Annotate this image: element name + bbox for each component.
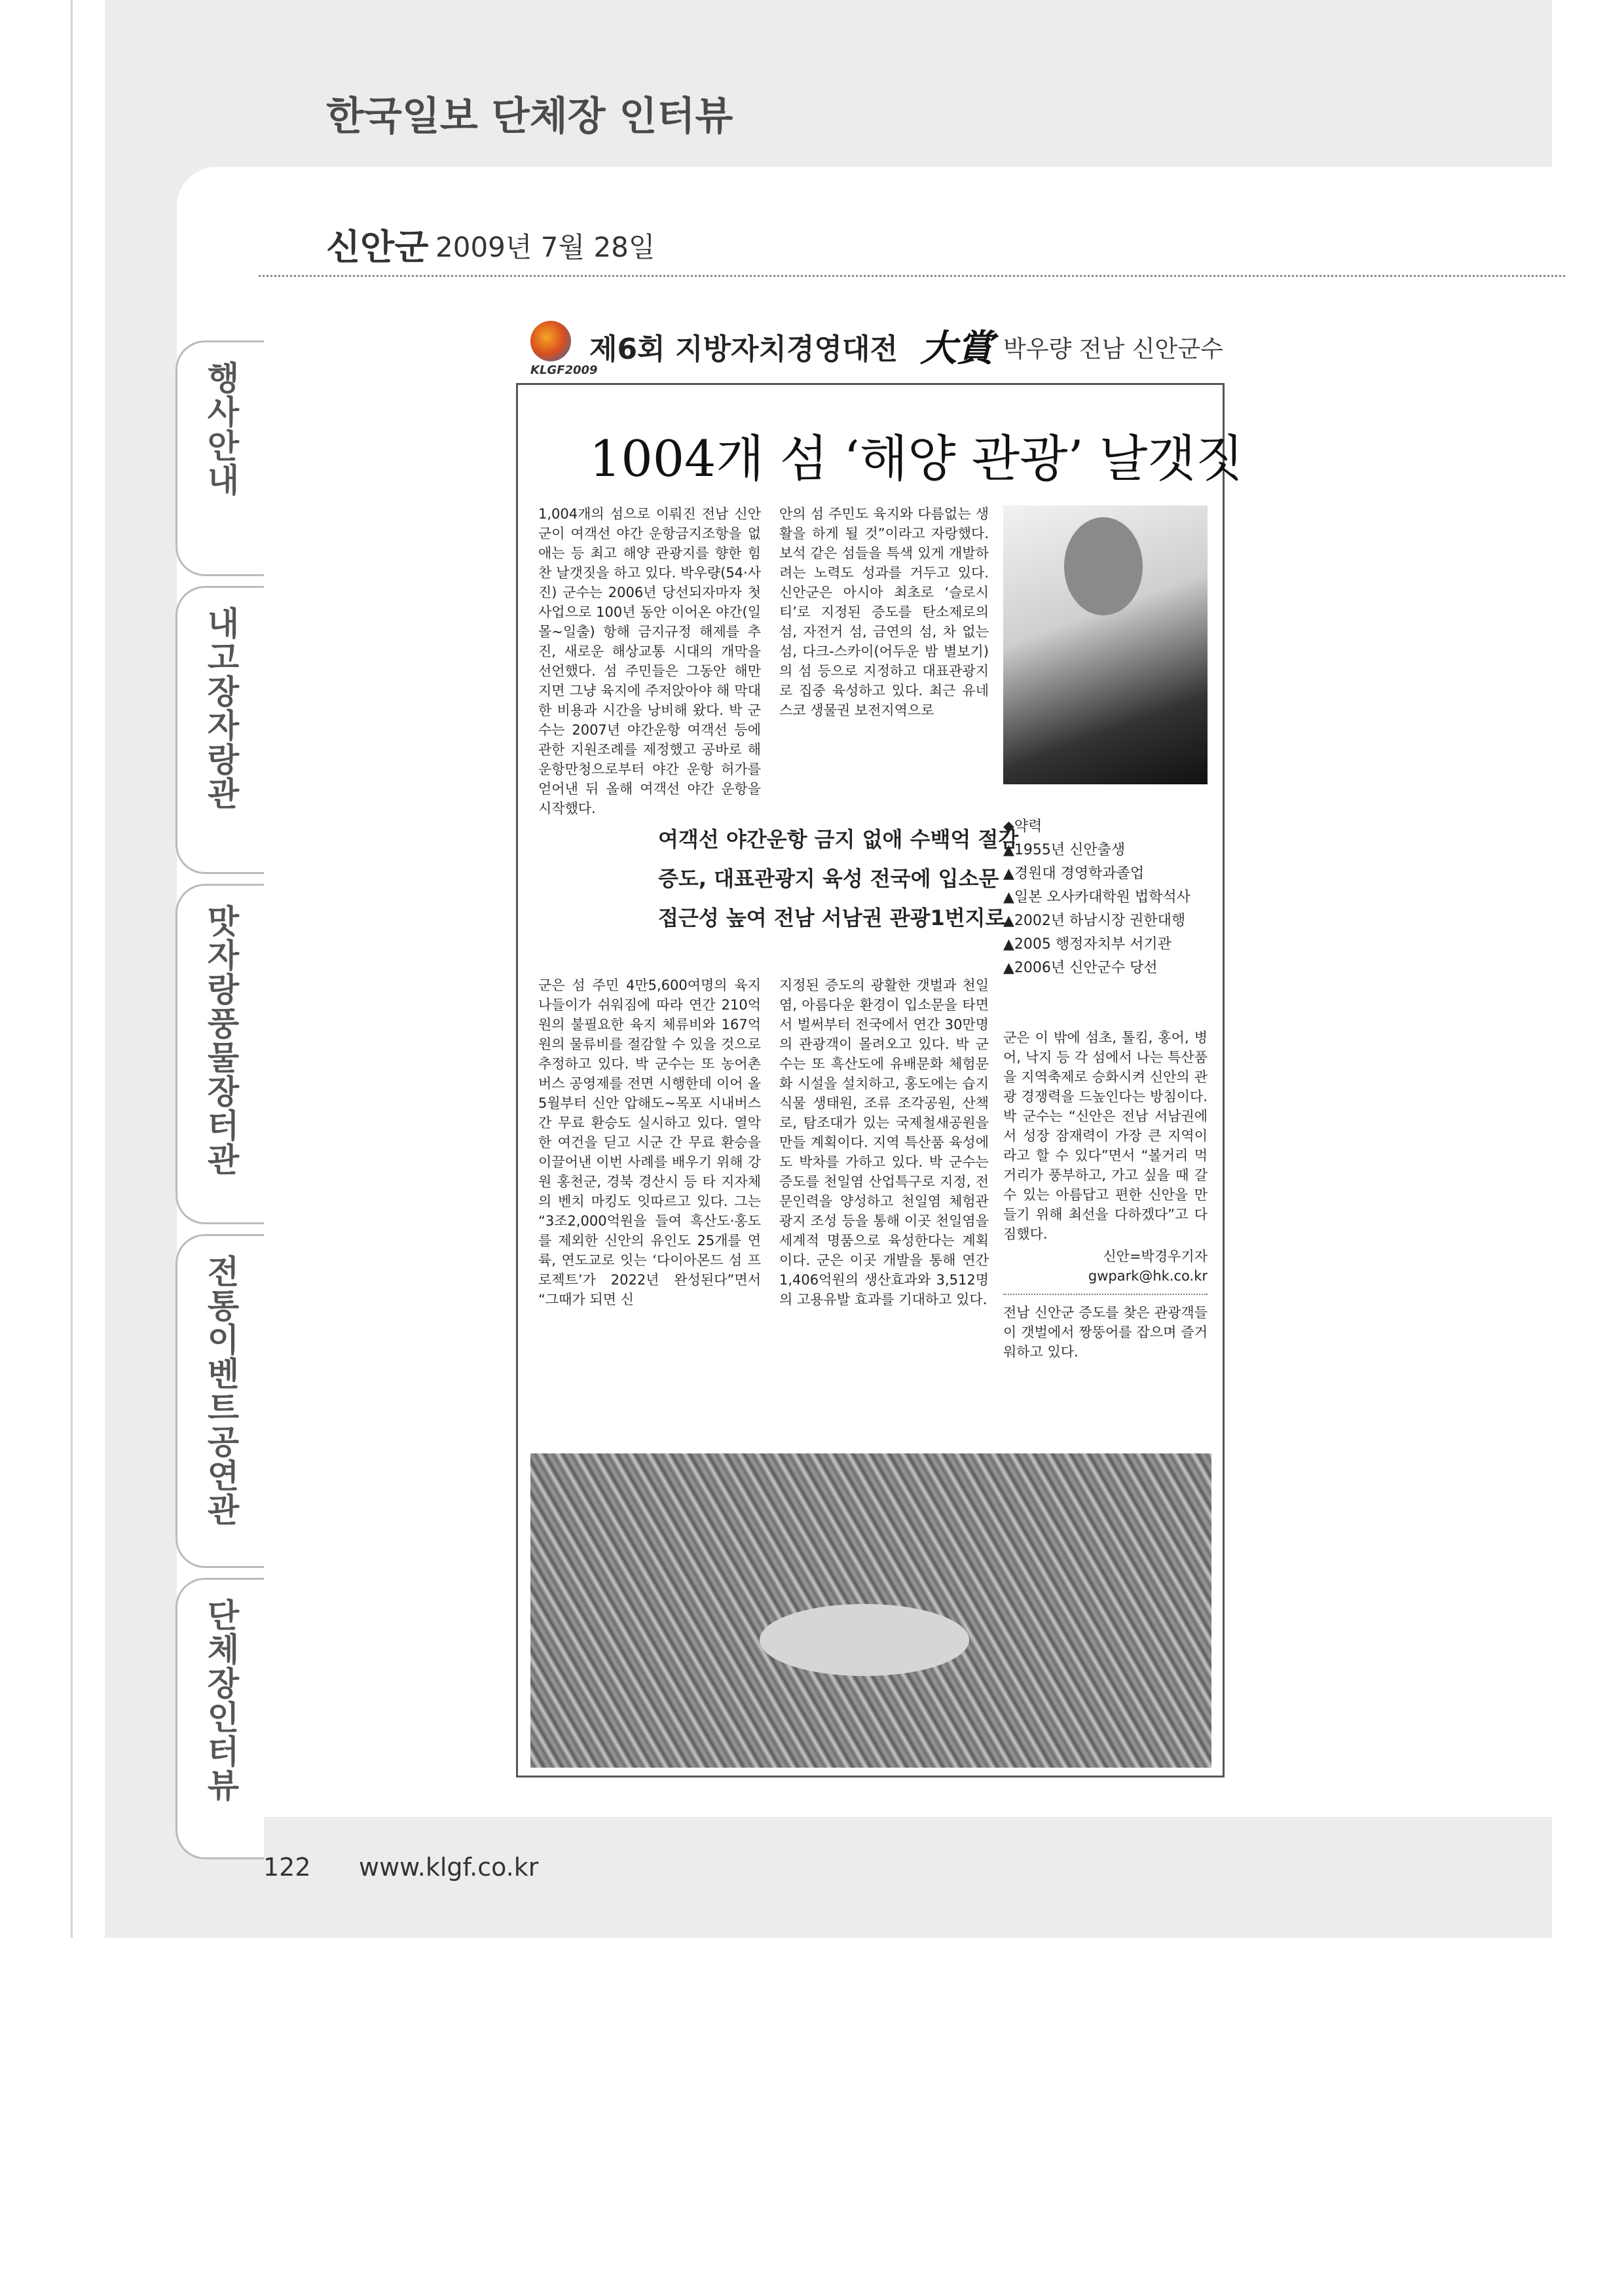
career-item: ▲경원대 경영학과졸업 (1003, 866, 1145, 882)
award-person: 박우량 전남 신안군수 (1003, 336, 1223, 363)
career-item: ▲2002년 하남시장 권한대행 (1003, 913, 1186, 929)
page-number: 122 (263, 1853, 311, 1882)
tab-food-market[interactable] (175, 884, 264, 1224)
tab-hometown[interactable] (175, 586, 264, 874)
article-column-2-bottom (779, 975, 989, 1309)
tab-label: 맛자랑풍물장터관 (202, 904, 240, 1176)
career-box (1003, 815, 1190, 980)
tab-label: 행사안내 (202, 361, 240, 497)
award-title: 제6회 지방자치경영대전 (589, 333, 898, 366)
article-headline: 1004개 섬 ‘해양 관광’ 날갯짓 (589, 429, 1244, 488)
subhead: 여객선 야간운항 금지 없애 수백억 절감 (658, 827, 1019, 852)
scan-edge (71, 0, 73, 1938)
tab-interview[interactable] (175, 1578, 264, 1859)
grand-prize: 大賞 (920, 327, 993, 370)
paragraph: 1,004개의 섬으로 이뤄진 전남 신안군이 여객선 야간 운항금지조항을 없애는 등 최고 해양 관광지를 향한 힘찬 날갯짓을 하고 있다. 박우량(54·사진) 군수는 2006년 당선되자마자 첫 사업으로 100년 동안 이어온 야간(일몰~일출) 항해 금지규정 해제를 추진, 새로운 해상교통 시대의 개막을 선언했다. 섬 주민들은 그동안 해만 지면 그냥 육지에 주저앉아야 해 막대한 비용과 시간을 낭비해 왔다. 박 군수는 2007년 야간운항 여객선 등에 관한 지원조례를 제정했고 공바로 해운항만청으로부터 야간 운항 허가를 얻어낸 뒤 올해 여객선 야간 운항을 시작했다. (538, 506, 761, 816)
website-url: www.klgf.co.kr (359, 1853, 539, 1882)
subhead: 증도, 대표관광지 육성 전국에 입소문 (658, 866, 999, 891)
tab-traditional-events[interactable] (175, 1234, 264, 1568)
district-name: 신안군 (326, 227, 429, 268)
reporter-email: gwpark@hk.co.kr (1088, 1268, 1208, 1284)
photo-caption: 전남 신안군 증도를 찾은 관광객들이 갯벌에서 짱뚱어를 잡으며 즐거워하고 있다. (1003, 1305, 1208, 1360)
career-heading: ◆약력 (1003, 818, 1043, 835)
paragraph: 지정된 증도의 광활한 갯벌과 천일염, 아름다운 환경이 입소문을 타면서 벌써부터 전국에서 연간 30만명의 관광객이 몰려오고 있다. 박 군수는 또 흑산도에 유배문화 체험문화 시설을 설치하고, 홍도에는 습지식물 생태원, 조류 조각공원, 산책로, 탐조대가 있는 국제철새공원을 만들 계획이다. 지역 특산품 육성에도 박차를 가하고 있다. 박 군수는 증도를 천일염 산업특구로 지정, 전문인력을 양성하고 천일염 체험관광지 조성 등을 통해 이곳 천일염을 세계적 명품으로 육성한다는 계획이다. 군은 이곳 개발을 통해 연간 1,406억원의 생산효과와 3,512명의 고용유발 효과를 기대하고 있다. (779, 977, 989, 1307)
tab-event-info[interactable] (175, 340, 264, 576)
series-title: 한국일보 단체장 인터뷰 (326, 94, 733, 139)
career-item: ▲1955년 신안출생 (1003, 842, 1126, 858)
header-divider (259, 275, 1565, 277)
tab-label: 단체장인터뷰 (202, 1598, 240, 1802)
caption-divider (1003, 1294, 1208, 1295)
subhead: 접근성 높여 전남 서남권 관광1번지로 (658, 905, 1006, 930)
paragraph: 군은 섬 주민 4만5,600여명의 육지 나들이가 쉬워짐에 따라 연간 210억원의 불필요한 육지 체류비와 167억원의 물류비를 절감할 수 있을 것으로 추정하고 있다. 박 군수는 또 농어촌버스 공영제를 전면 시행한데 이어 올 5월부터 신안 압해도~목포 시내버스 간 무료 환승도 실시하고 있다. 열악한 여건을 딛고 시군 간 무료 환승을 이끌어낸 이번 사례를 배우기 위해 강원 홍천군, 경북 경산시 등 타 지자체의 벤치 마킹도 잇따르고 있다. 그는 “3조2,000억원을 들여 흑산도·홍도를 제외한 신안의 유인도 25개를 연륙, 연도교로 잇는 ‘다이아몬드 섬 프로젝트’가 2022년 완성된다”면서 “그때가 되면 신 (538, 977, 761, 1307)
paragraph: 군은 이 밖에 섬초, 톨킴, 홍어, 병어, 낙지 등 각 섬에서 나는 특산품을 지역축제로 승화시켜 신안의 관광 경쟁력을 드높인다는 방침이다. 박 군수는 “신안은 전남 서남권에서 성장 잠재력이 가장 큰 지역이라고 할 수 있다”면서 “볼거리 먹거리가 풍부하고, 가고 싶을 때 갈 수 있는 아름답고 편한 신안을 만들기 위해 최선을 다하겠다”고 다짐했다. (1003, 1030, 1208, 1242)
article-column-2-top (779, 504, 989, 720)
career-item: ▲2006년 신안군수 당선 (1003, 960, 1158, 976)
tab-label: 전통이벤트공연관 (202, 1254, 240, 1527)
emblem-text: KLGF2009 (530, 363, 598, 377)
article-column-1-top (538, 504, 761, 818)
portrait-face (1064, 517, 1143, 615)
publication-date: 2009년 7월 28일 (435, 231, 655, 263)
klgf-emblem-icon (530, 321, 571, 361)
paragraph: 안의 섬 주민도 육지와 다름없는 생활을 하게 될 것”이라고 자랑했다. 보석 같은 섬들을 특색 있게 개발하려는 노력도 성과를 거두고 있다. 신안군은 아시아 최초로 ‘슬로시티’로 지정된 증도를 탄소제로의 섬, 자전거 섬, 금연의 섬, 차 없는 섬, 다크-스카이(어두운 밤 별보기)의 섬 등으로 지정하고 대표관광지로 집중 육성하고 있다. 최근 유네스코 생물권 보전지역으로 (779, 506, 989, 718)
tab-label: 내고장자랑관 (202, 606, 240, 811)
article-column-3-bottom (1003, 1028, 1208, 1362)
article-column-1-bottom (538, 975, 761, 1309)
career-item: ▲2005 행정자치부 서기관 (1003, 936, 1172, 953)
mudflat-water (760, 1604, 969, 1676)
article-subheads (658, 820, 1018, 938)
career-item: ▲일본 오사카대학원 법학석사 (1003, 889, 1190, 905)
byline: 신안=박경우기자 (1103, 1248, 1208, 1264)
